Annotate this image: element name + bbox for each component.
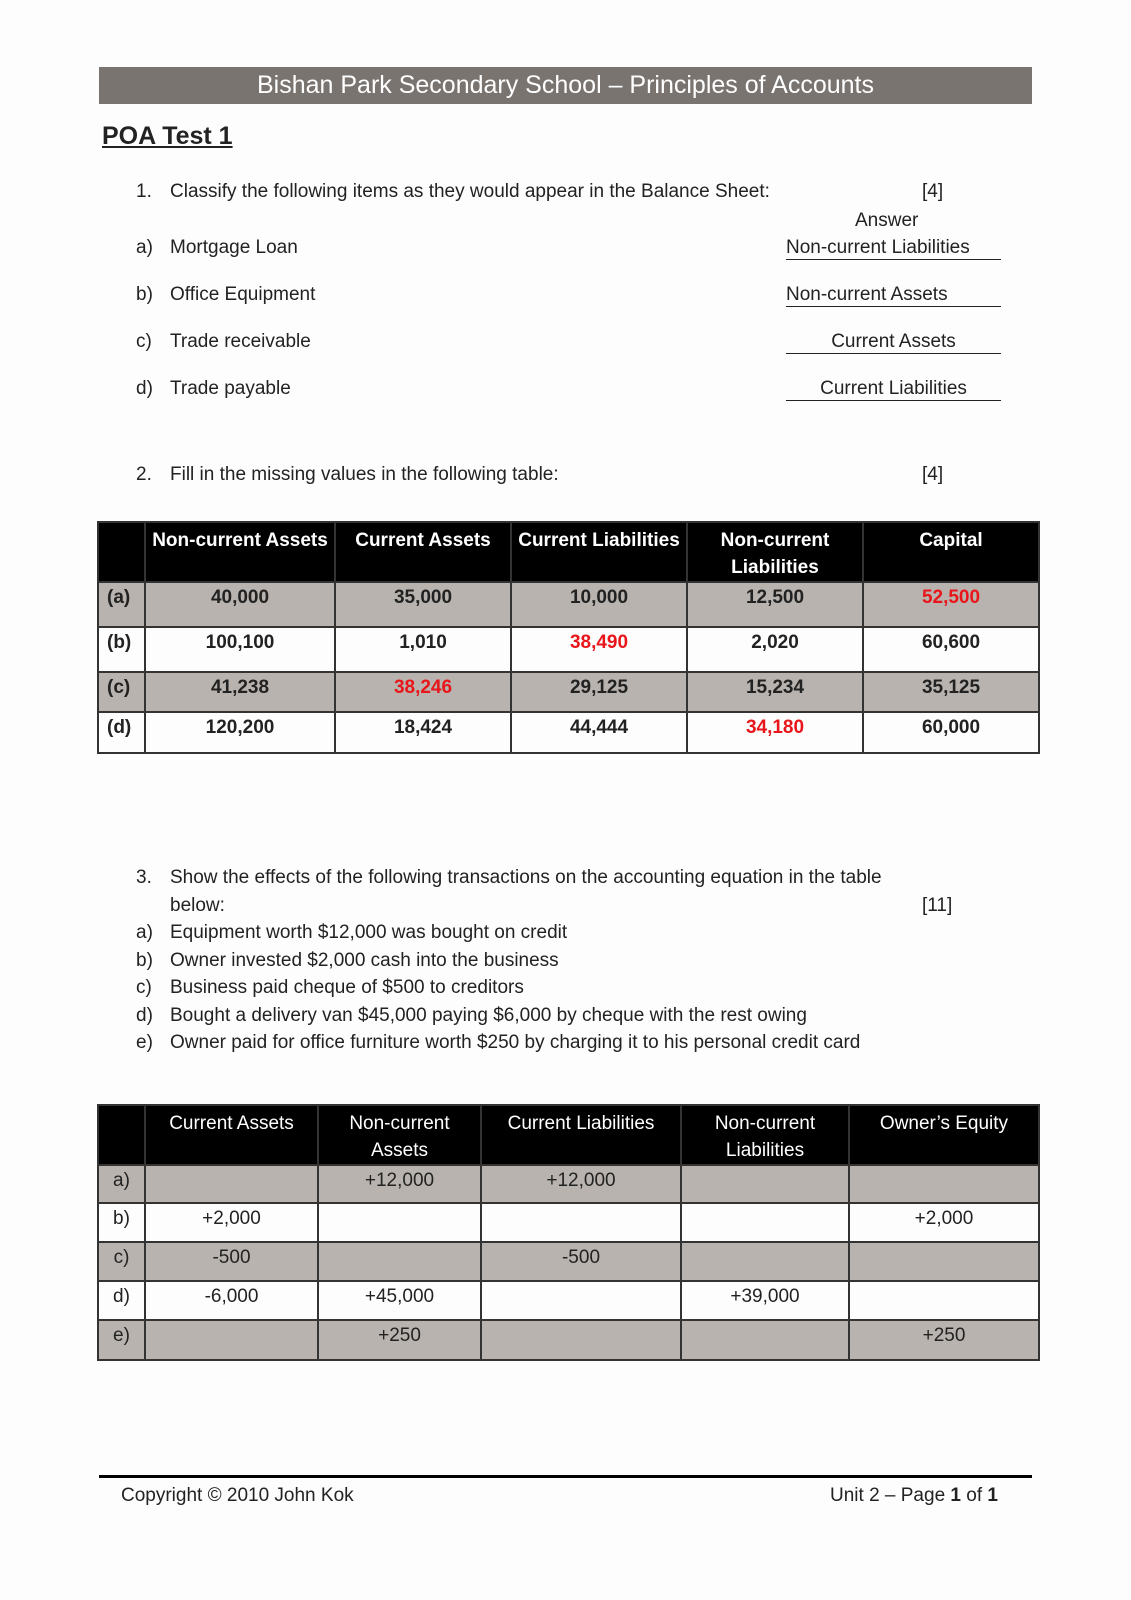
value-cell: 60,000 <box>863 712 1039 753</box>
value-cell: 10,000 <box>511 582 687 627</box>
table-row <box>98 712 1039 753</box>
value-cell: 15,234 <box>687 672 863 712</box>
table-row <box>98 1203 1039 1242</box>
column-header: Non-current Assets <box>318 1105 481 1165</box>
table-row <box>98 1242 1039 1281</box>
item-letter: a) <box>136 237 153 258</box>
value-cell: 29,125 <box>511 672 687 712</box>
value-cell: 35,000 <box>335 582 511 627</box>
value-cell: 40,000 <box>145 582 335 627</box>
q2-text: Fill in the missing values in the following table: <box>170 464 559 485</box>
item-letter: d) <box>136 1004 153 1026</box>
value-cell: -500 <box>145 1242 318 1281</box>
value-cell <box>849 1281 1039 1320</box>
q2-marks: [4] <box>922 464 944 485</box>
column-header: Non-current Assets <box>145 522 335 582</box>
answer-field[interactable]: Current Liabilities <box>786 378 1001 401</box>
item-letter: c) <box>136 331 152 352</box>
q3-text-cont: below: <box>170 895 225 916</box>
value-cell <box>849 1242 1039 1281</box>
transaction-text: Owner invested $2,000 cash into the business <box>170 949 559 971</box>
answer-cell: 52,500 <box>863 582 1039 627</box>
row-label: e) <box>98 1320 145 1360</box>
answer-field[interactable]: Non-current Assets <box>786 284 1001 307</box>
table-row <box>98 1165 1039 1203</box>
value-cell: 44,444 <box>511 712 687 753</box>
value-cell: +39,000 <box>681 1281 849 1320</box>
column-header: Current Assets <box>335 522 511 582</box>
table-row <box>98 672 1039 712</box>
value-cell <box>318 1203 481 1242</box>
q1-marks: [4] <box>922 181 944 202</box>
table-row <box>98 1281 1039 1320</box>
footer-rule <box>99 1475 1032 1478</box>
page-total: 1 <box>987 1485 998 1506</box>
page-number <box>830 1485 998 1507</box>
q3-number: 3. <box>136 867 152 888</box>
page-current: 1 <box>950 1485 961 1506</box>
value-cell <box>681 1320 849 1360</box>
item-letter: d) <box>136 378 153 399</box>
value-cell <box>481 1320 681 1360</box>
value-cell: +2,000 <box>849 1203 1039 1242</box>
value-cell: 18,424 <box>335 712 511 753</box>
answer-cell: 38,490 <box>511 627 687 672</box>
column-header: Capital <box>863 522 1039 582</box>
column-header: Owner’s Equity <box>849 1105 1039 1165</box>
value-cell <box>145 1165 318 1203</box>
answer-label: Answer <box>855 210 919 231</box>
copyright: Copyright © 2010 John Kok <box>121 1485 354 1506</box>
item-name: Trade payable <box>170 378 291 399</box>
item-letter: a) <box>136 922 153 943</box>
row-label: (a) <box>98 582 145 627</box>
item-letter: e) <box>136 1032 153 1053</box>
row-label: (b) <box>98 627 145 672</box>
value-cell: -6,000 <box>145 1281 318 1320</box>
header-row <box>98 1105 1039 1165</box>
value-cell: 1,010 <box>335 627 511 672</box>
row-label: c) <box>98 1242 145 1281</box>
value-cell: -500 <box>481 1242 681 1281</box>
q1-number: 1. <box>136 181 152 202</box>
value-cell: 35,125 <box>863 672 1039 712</box>
table-row <box>98 582 1039 627</box>
column-header: Current Liabilities <box>511 522 687 582</box>
header-banner: Bishan Park Secondary School – Principles of Accounts <box>99 67 1032 104</box>
row-label: a) <box>98 1165 145 1203</box>
value-cell <box>145 1320 318 1360</box>
value-cell: +250 <box>849 1320 1039 1360</box>
q1-text: Classify the following items as they would appear in the Balance Sheet: <box>170 181 770 202</box>
value-cell: +250 <box>318 1320 481 1360</box>
page-prefix: Unit 2 – Page <box>830 1485 951 1506</box>
column-header <box>98 522 145 582</box>
value-cell: +2,000 <box>145 1203 318 1242</box>
transactions-table <box>97 1104 1040 1361</box>
value-cell <box>681 1203 849 1242</box>
q2-number: 2. <box>136 464 152 485</box>
value-cell: +12,000 <box>318 1165 481 1203</box>
column-header <box>98 1105 145 1165</box>
transaction-text: Business paid cheque of $500 to creditors <box>170 977 524 998</box>
value-cell <box>318 1242 481 1281</box>
q3-marks: [11] <box>922 895 953 916</box>
item-name: Trade receivable <box>170 331 311 352</box>
q3-text: Show the effects of the following transactions on the accounting equation in the table <box>170 867 882 888</box>
header-row <box>98 522 1039 582</box>
transaction-text: Owner paid for office furniture worth $250 by charging it to his personal credit card <box>170 1032 861 1053</box>
value-cell <box>849 1165 1039 1203</box>
value-cell: +45,000 <box>318 1281 481 1320</box>
column-header: Non-current Liabilities <box>687 522 863 582</box>
table-row <box>98 1320 1039 1360</box>
value-cell: 60,600 <box>863 627 1039 672</box>
transaction-text: Equipment worth $12,000 was bought on credit <box>170 922 568 943</box>
value-cell <box>481 1203 681 1242</box>
item-letter: b) <box>136 949 153 971</box>
column-header: Non-current Liabilities <box>681 1105 849 1165</box>
value-cell <box>481 1281 681 1320</box>
item-name: Mortgage Loan <box>170 237 298 258</box>
answer-field[interactable]: Non-current Liabilities <box>786 237 1001 260</box>
value-cell: +12,000 <box>481 1165 681 1203</box>
column-header: Current Assets <box>145 1105 318 1165</box>
value-cell: 41,238 <box>145 672 335 712</box>
value-cell: 2,020 <box>687 627 863 672</box>
value-cell <box>681 1165 849 1203</box>
answer-field[interactable]: Current Assets <box>786 331 1001 354</box>
value-cell <box>681 1242 849 1281</box>
transaction-text: Bought a delivery van $45,000 paying $6,000 by cheque with the rest owing <box>170 1004 807 1026</box>
item-letter: b) <box>136 284 153 305</box>
row-label: b) <box>98 1203 145 1242</box>
value-cell: 120,200 <box>145 712 335 753</box>
row-label: (d) <box>98 712 145 753</box>
value-cell: 100,100 <box>145 627 335 672</box>
item-name: Office Equipment <box>170 284 316 305</box>
value-cell: 12,500 <box>687 582 863 627</box>
page-title: POA Test 1 <box>102 122 233 150</box>
balance-table <box>97 521 1040 754</box>
row-label: d) <box>98 1281 145 1320</box>
item-letter: c) <box>136 977 152 998</box>
answer-cell: 38,246 <box>335 672 511 712</box>
page-of: of <box>961 1485 988 1506</box>
answer-cell: 34,180 <box>687 712 863 753</box>
column-header: Current Liabilities <box>481 1105 681 1165</box>
row-label: (c) <box>98 672 145 712</box>
table-row <box>98 627 1039 672</box>
